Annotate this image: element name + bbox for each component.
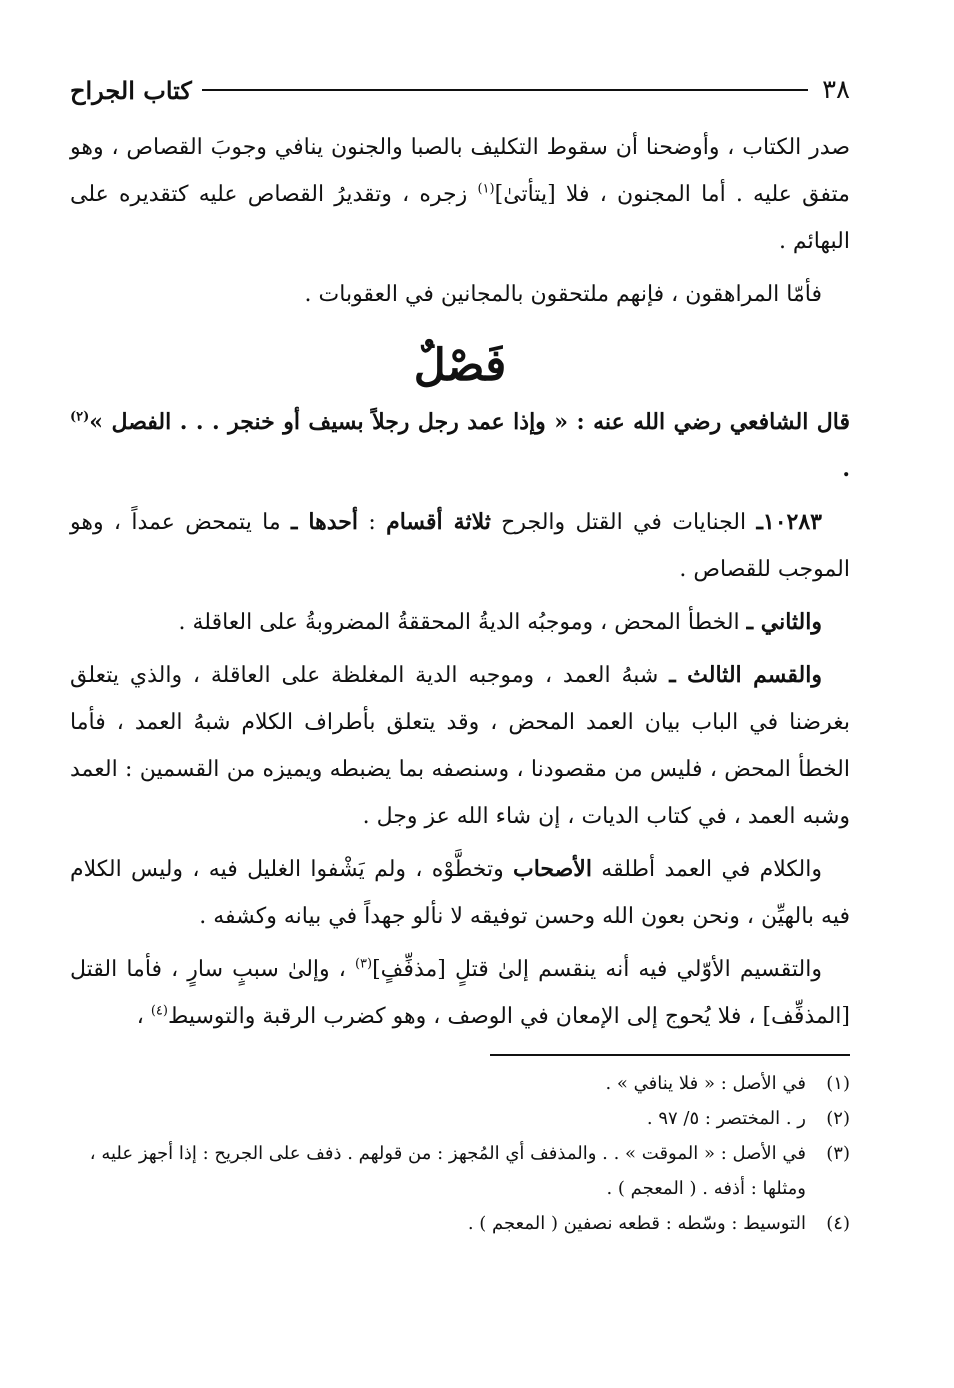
footnote-4 [70, 1206, 850, 1241]
s3-text: شبهُ العمد ، وموجبه الدية المغلظة على العاقلة ، والذي يتعلق بغرضنا في الباب بيان العمد المحض ، وقد يتعلق بأطراف الكلام شبهُ العمد ، فأما الخطأ المحض ، فليس من مقصودنا ، وسنصفه بما يضبطه ويميزه من القسمين : العمد وشبه العمد ، في كتاب الديات ، إن شاء الله عز وجل . [70, 663, 850, 829]
book-title: كتاب الجراح [70, 75, 192, 105]
paragraph-second [70, 599, 850, 646]
footnote-text: ر . المختصر : ٥/ ٩٧ . [646, 1108, 806, 1129]
s2-text: الخطأ المحض ، وموجبُه الديةُ المحققةُ المضروبةُ على العاقلة . [178, 610, 747, 635]
s1-bold-first: أحدها ـ [290, 509, 358, 535]
footnote-ref-2[interactable]: (٢) [70, 409, 90, 425]
footnote-text: التوسيط : وسّطه : قطعه نصفين ( المعجم ) . [467, 1213, 806, 1234]
imam-quote-text: قال الشافعي رضي الله عنه : « وإذا عمد رجل رجلاً بسيف أو خنجر . . . الفصل » [89, 409, 850, 435]
footnote-1 [70, 1066, 850, 1101]
s5-text-c: ، [136, 1004, 151, 1029]
s1-bold-three-parts: ثلاثة أقسام [386, 509, 491, 535]
s3-bold: والقسم الثالث ـ [669, 662, 822, 688]
footnote-number: (٤) [826, 1213, 850, 1234]
s5-text-a: والتقسيم الأوّلي فيه أنه ينقسم إلىٰ قتلٍ [مذفِّفٍ] [372, 957, 822, 982]
s1-text-e: ما يتمحض عمداً ، وهو الموجب للقصاص . [70, 510, 850, 582]
footnote-ref-4[interactable]: (٤) [150, 1003, 168, 1019]
footnote-number: (٢) [826, 1108, 850, 1129]
footnote-2 [70, 1101, 850, 1136]
paragraph-1-line-2a: وهو متفق عليه . أما المجنون ، فلا [يتأتىٰ] [70, 135, 850, 207]
footnote-text: في الأصل : « الموقت » . . والمذفف أي المُجهز : من قولهم . ذفف على الجريح : إذا أجهز عليه ، ومثلها : أذفه . ( المعجم ) . [89, 1143, 806, 1199]
header-rule [202, 89, 808, 91]
page [70, 70, 850, 1241]
section-number: ١٠٢٨٣ـ [756, 509, 822, 535]
page-header [70, 70, 850, 110]
s5-text-b: ، وإلىٰ سببٍ سارٍ ، فأما القتل [المذفِّف] ، فلا يُحوج إلى الإمعان في الوصف ، وهو كضرب الرقبة والتوسيط [70, 957, 850, 1029]
s2-bold: والثاني ـ [746, 609, 822, 635]
paragraph-third [70, 652, 850, 840]
paragraph-speech [70, 846, 850, 940]
paragraph-2: فأمّا المراهقون ، فإنهم ملتحقون بالمجانين في العقوبات . [304, 282, 822, 307]
footnotes [70, 1066, 850, 1241]
footnote-ref-1[interactable]: (١) [477, 181, 495, 197]
footnote-text: في الأصل : « فلا ينافي » . [605, 1073, 806, 1094]
s4-text-c: وتخطَّوْه ، ولم يَشْفوا الغليل فيه ، وليس الكلام فيه بالهيِّن ، ونحن بعون الله وحسن توفيقه لا نألو جهداً في بيانه وكشفه . [70, 857, 850, 929]
section-heading-fasl: فَصْلٌ [413, 340, 507, 391]
page-number: ٣٨ [822, 75, 850, 105]
s1-text-a: الجنايات في القتل والجرح [490, 510, 757, 535]
s4-text-a: والكلام في العمد أطلقه [591, 857, 822, 882]
imam-quote-end: . [842, 456, 850, 482]
paragraph-1-line-3: على البهائم . [70, 182, 850, 254]
footnote-ref-3[interactable]: (٣) [354, 956, 373, 972]
footnote-divider [490, 1054, 850, 1056]
imam-quote [70, 399, 850, 493]
page-body [70, 124, 850, 1241]
footnote-number: (٣) [826, 1143, 850, 1164]
paragraph-1-line-1: صدر الكتاب ، وأوضحنا أن سقوط التكليف بالصبا والجنون ينافي وجوبَ القصاص ، [111, 135, 851, 160]
s4-bold-ashab: الأصحاب [513, 856, 592, 882]
footnote-3 [70, 1136, 850, 1206]
paragraph-division [70, 946, 850, 1040]
s1-colon: : [358, 510, 387, 535]
footnote-number: (١) [826, 1073, 850, 1094]
paragraph-10283 [70, 499, 850, 593]
paragraph-1-line-2b: زجره ، وتقديرُ القصاص عليه كتقديره [118, 182, 478, 207]
paragraph-1 [70, 124, 850, 265]
